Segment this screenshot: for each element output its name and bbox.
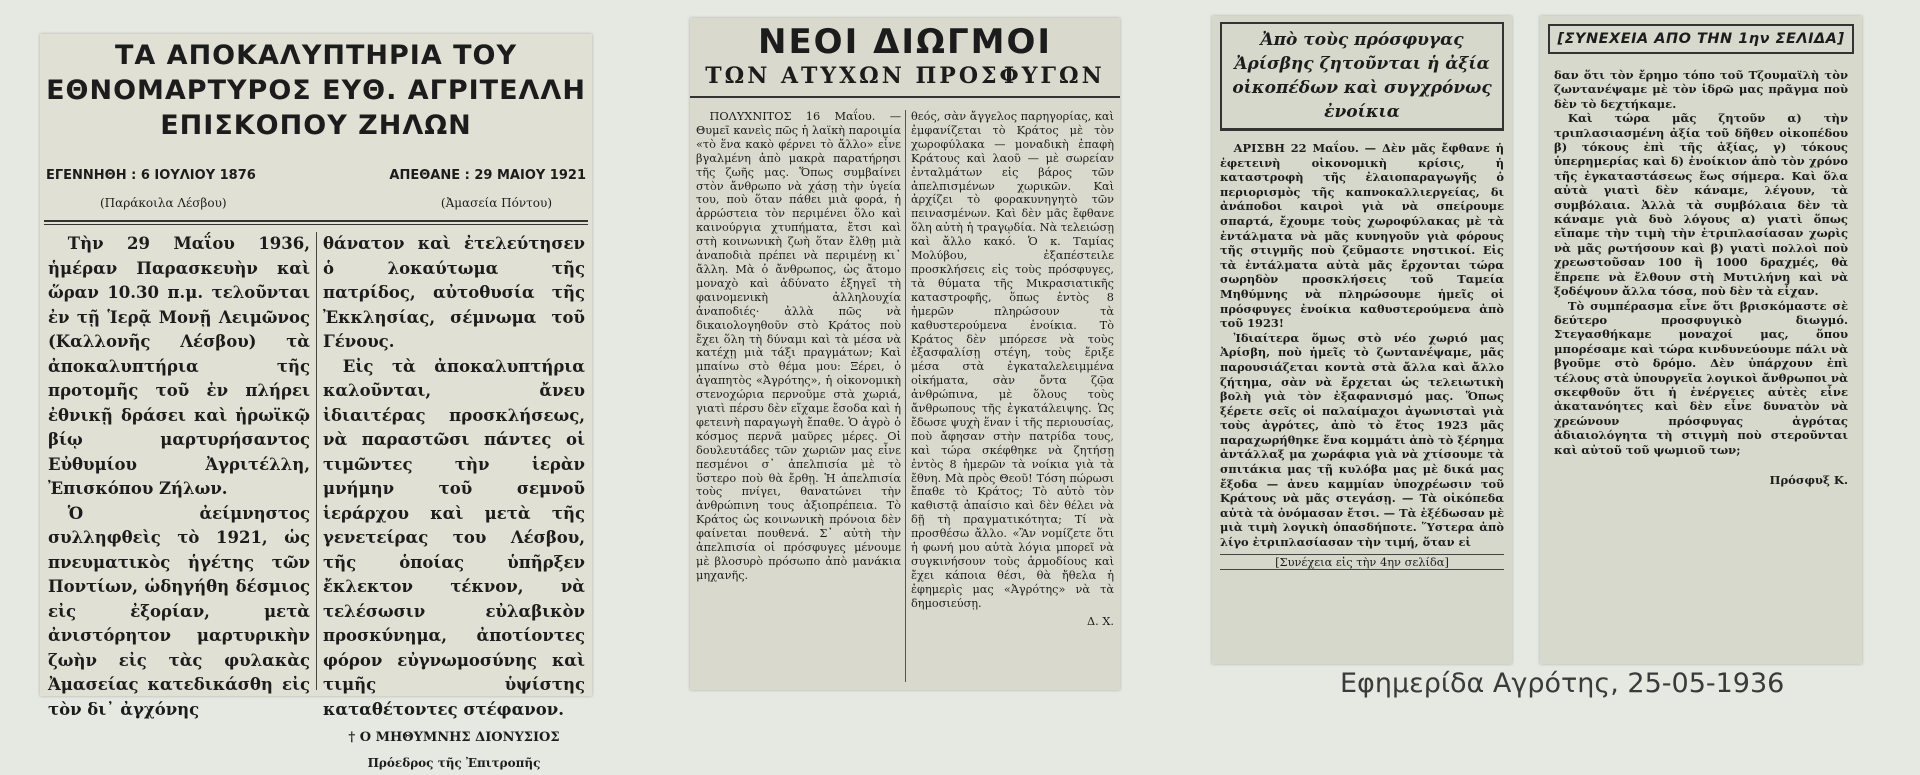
signature: Πρόσφυξ Κ. bbox=[1554, 473, 1848, 487]
clipping-continuation bbox=[1540, 16, 1862, 664]
article-body bbox=[1554, 68, 1848, 487]
death-date: ΑΠΕΘΑΝΕ : 29 ΜΑΙΟΥ 1921 bbox=[389, 168, 586, 183]
paragraph: Ἰδιαίτερα ὅμως στὸ νέο χωριό μας Ἀρίσβη, ποὺ ἡμεῖς τὸ ζωντανέψαμε, μᾶς παρουσιάζεται κοντὰ στὰ ἄλλα καὶ ἄλλο ζήτημα, σὰν νὰ ἔρχεται ὡς τελειωτικὴ βολὴ γιὰ τὸν ἐξαφανισμό μας. Ὅπως ξέρετε σεῖς οἱ παλαίμαχοι ἀγωνισταὶ γιὰ τοὺς ἀγρότες, ἀπὸ τὸ ἔτος 1923 μᾶς παραχωρήθηκε ἕνα κομμάτι ἀπὸ τὸ ξέρημα ἀντάλλαξ μα χωράφια γιὰ νὰ χτίσουμε τὰ σπιτάκια μας τῇ κυλόβα μας μὲ δικά μας ἔξοδα — ἀνευ καμμίαν ὑποχρέωσιν τοῦ Κράτους νὰ μᾶς στεγάσῃ. — Τὰ οἰκόπεδα αὐτὰ τὰ ὀνόμασαν ἔτσι. — Τὰ ἐξέδωσαν μὲ μιὰ τιμὴ λογικὴ ὁπασδήποτε. Ὕστερα ἀπὸ λίγο ἐτριπλασίασαν τὴν τιμή, ὅταν εἰ bbox=[1220, 331, 1504, 550]
article-headline: [ΣΥΝΕΧΕΙΑ ΑΠΟ ΤΗΝ 1ην ΣΕΛΙΔΑ] bbox=[1548, 24, 1854, 54]
text-column-left bbox=[48, 232, 310, 722]
article-subheadline: ΤΩΝ ΑΤΥΧΩΝ ΠΡΟΣΦΥΓΩΝ bbox=[690, 62, 1120, 98]
signature: Δ. Χ. bbox=[911, 615, 1114, 629]
paragraph: ΑΡΙΣΒΗ 22 Μαΐου. — Δὲν μᾶς ἔφθανε ἡ ἐφετεινὴ οἰκονομικὴ κρίσις, ἡ καταστροφὴ τῆς ἐλαιοπαραγωγῆς ὁ περιορισμὸς τῆς καπνοκαλλιεργείας, δι ἀνάποδοι καιροὶ γιὰ νὰ σπείρουμε σπαρτά, ἔχουμε τοὺς χωροφύλακας μὲ τὰ ἐντάλματα νὰ μᾶς κυνηγοῦν γιὰ φόρους τῆς στιγμῆς ποὺ ζεῦμαστε νηστικοί. Εἰς τὰ ἐντάλματα αὐτὰ μᾶς ἔρχονται τώρα σωρηδὸν προσκλήσεις τοῦ Ταμεία Μηθύμνης νὰ πληρώσουμε ἡμεῖς οἱ πρόσφυγες ἐνοίκια καθυστερούμενα ἀπὸ τοῦ 1923! bbox=[1220, 141, 1504, 331]
article-headline: Ἀπὸ τοὺς πρόσφυγας Ἀρίσβης ζητοῦνται ἡ ἀξία οἰκοπέδων καὶ συγχρόνως ἐνοίκια bbox=[1220, 22, 1504, 131]
source-caption: Εφημερίδα Αγρότης, 25-05-1936 bbox=[1340, 668, 1784, 699]
article-headline: ΝΕΟΙ ΔΙΩΓΜΟΙ bbox=[690, 18, 1120, 62]
article-headline bbox=[40, 34, 592, 143]
signature: † Ο ΜΗΘΥΜΝΗΣ ΔΙΟΝΥΣΙΟΣ bbox=[323, 726, 585, 751]
headline-line: ΕΠΙΣΚΟΠΟΥ ΖΗΛΩΝ bbox=[40, 108, 592, 143]
headline-line: ΤΑ ΑΠΟΚΑΛΥΠΤΗΡΙΑ ΤΟΥ bbox=[40, 38, 592, 73]
paragraph: Τὸ συμπέρασμα εἶνε ὅτι βρισκόμαστε σὲ δεύτερο προσφυγικὸ διωγμό. Στεγασθήκαμε μοναχοί μας, ὅπου μπορέσαμε καὶ τώρα κινδυνεύουμε πάλι νὰ βγοῦμε στὸ δρόμο. Δὲν ὑπάρχουν ἐπὶ τέλους στὰ ὑπουργεῖα λογικοὶ ἄνθρωποι νὰ σκεφθοῦν ὅτι ἡ ἐνέργειες αὐτὲς εἶνε ἀκατανόητες καὶ δὲν εἶνε δυνατὸν νὰ χρεώνουν πρόσφυγας ἀγρότας ἀδιαιολόγητα τὴ στιγμὴ ποὺ στεροῦνται καὶ αὐτοῦ τοῦ ψωμιοῦ των; bbox=[1554, 299, 1848, 457]
paragraph: Καὶ τώρα μᾶς ζητοῦν α) τὴν τριπλασιασμένη ἀξία τοῦ δῆθεν οἰκοπέδου β) τόκους ἐπὶ τῆς ἀξίας, γ) τόκους ὑπερημερίας καὶ δ) ἐνοίκιον ἀπὸ τὸν χρόνο τῆς ἐγκαταστάσεως ἕως σήμερα. Καὶ ὅλα αὐτὰ γιατὶ δὲν κάναμε, λέγουν, τὰ συμβόλαια. Ἀλλὰ τὰ συμβόλαια δὲν τὰ κάναμε γιὰ δυὸ λόγους α) γιατὶ ὅπως εἴπαμε τὴν τιμὴ τὴν ἐτριπλασίασαν χωρὶς νὰ μᾶς ρωτήσουν καὶ β) γιατὶ πολλοὶ ποὺ χρεωστοῦσαν 100 ἢ 1000 δραχμές, θὰ ἔπρεπε νὰ ἔλθουν στὴ Μυτιλήνη καὶ νὰ ξοδέψουν ἄλλα τόσα, ποὺ δὲν τὰ εἶχαν. bbox=[1554, 111, 1848, 298]
headline-line: ΕΘΝΟΜΑΡΤΥΡΟΣ ΕΥΘ. ΑΓΡΙΤΕΛΛΗ bbox=[40, 73, 592, 108]
column-divider bbox=[905, 110, 906, 682]
birth-place: (Παράκοιλα Λέσβου) bbox=[100, 196, 227, 210]
paragraph: ΠΟΛΥΧΝΙΤΟΣ 16 Μαΐου. — Θυμεῖ κανεὶς πῶς ἡ λαϊκὴ παροιμία «τὸ ἕνα κακὸ φέρνει τὸ ἄλλο» εἶνε βγαλμένη ἀπὸ μακρὰ παρατήρησι τῆς ζωῆς μας. Ὅπως συμβαίνει στὸν ἄνθρωπο νὰ χάσῃ τὴν ὑγεία του, ποὺ ὅταν πάθει μιὰ φορά, ἡ ἀρρώστεια τὸν περιμένει ὅλο καὶ καινούργια χτυπήματα, ἔτσι καὶ στὴ κοινωνικὴ ζωὴ ὅταν ἔλθῃ μιὰ ἀναποδιὰ πρέπει νὰ περιμένῃ κι᾽ ἄλλη. Μὰ ὁ ἄνθρωπος, ὡς ἄτομο μοναχὸ καὶ ἀδύνατο ἐξηγεῖ τὴ φαινομενικὴ ἀλληλουχία ἀναποδιές· ἀλλὰ πῶς νὰ δικαιολογηθοῦν στὸ Κράτος ποὺ ἔχει ὅλη τὴ δύναμι καὶ τὰ μέσα νὰ κατέχῃ μιὰ τάξι πραγμάτων; Καὶ μπαίνω στὸ θέμα μου: Ξέρει, ὁ ἀγαπητὸς «Ἀγρότης», ἡ οἰκονομικὴ στενοχώρια περνοῦμε στὰ χωριά, γιατὶ πέρσυ δὲν εἴχαμε ἔσοδα καὶ ἡ φετεινὴ παραγωγὴ ἔπαθε. Ὁ ἀγρὸ ὁ κόσμος περνᾶ μαῦρες μέρες. Οἱ δουλευτάδες τῶν χωριῶν μας εἶνε πεσμένοι σ᾽ ἀπελπισία μὲ τὸ ὕστερο ποὺ θὰ ἔρθῃ. Ἡ ἀπελπισία τοὺς πνίγει, θανατώνει τὴν ἀνθρώπινη τους ἀξιοπρέπεια. Τὸ Κράτος ὡς κοινωνικὴ πρόνοια δὲν φαίνεται πουθενά. Σ᾽ αὐτὴ τὴν ἀπελπισία οἱ πρόσφυγες μένουμε μὲ βλοσυρὸ πρόσωπο ἀπὸ μανάκια μηχανῆς. bbox=[696, 110, 901, 583]
paragraph: δαν ὅτι τὸν ἔρημο τόπο τοῦ Τζουμαϊλὴ τὸν ζωντανέψαμε μὲ τὸν ἱδρῶ μας πρᾶγμα ποὺ δὲν τὸ δεχτήκαμε. bbox=[1554, 68, 1848, 111]
birth-date: ΕΓΕΝΝΗΘΗ : 6 ΙΟΥΛΙΟΥ 1876 bbox=[46, 168, 256, 183]
column-divider bbox=[316, 232, 317, 690]
paragraph: Εἰς τὰ ἀποκαλυπτήρια καλοῦνται, ἄνευ ἰδιαιτέρας προσκλήσεως, νὰ παραστῶσι πάντες οἱ τιμῶντες τὴν ἱερὰν μνήμην τοῦ σεμνοῦ ἱεράρχου καὶ μετὰ τῆς γενετείρας του Λέσβου, τῆς ὁποίας ὑπῆρξεν ἔκλεκτον τέκνον, νὰ τελέσωσιν εὐλαβικὸν προσκύνημα, ἀποτίοντες φόρον εὐγνωμοσύνης καὶ τιμῆς ὑψίστης καταθέτοντες στέφανον. bbox=[323, 355, 585, 723]
paragraph: Ὁ ἀείμνηστος συλληφθεὶς τὸ 1921, ὡς πνευματικὸς ἡγέτης τῶν Ποντίων, ὡδηγήθη δέσμιος εἰς ἐξορίαν, μετὰ ἀνιστόρητον μαρτυρικὴν ζωὴν εἰς τὰς φυλακὰς Ἀμασείας κατεδικάσθη εἰς τὸν δι᾽ ἀγχόνης bbox=[48, 502, 310, 723]
divider bbox=[44, 220, 588, 222]
text-column-left bbox=[696, 110, 901, 583]
paragraph: Τὴν 29 Μαΐου 1936, ἡμέραν Παρασκευὴν καὶ ὥραν 10.30 π.μ. τελοῦνται ἐν τῇ Ἱερᾷ Μονῇ Λειμῶνος (Καλλονῆς Λέσβου) τὰ ἀποκαλυπτήρια τῆς προτομῆς τοῦ ἐν πλήρει ἐθνικῇ δράσει καὶ ἡρωϊκῷ βίῳ μαρτυρήσαντος Εὐθυμίου Ἀγριτέλλη, Ἐπισκόπου Ζήλων. bbox=[48, 232, 310, 502]
clipping-new-persecutions bbox=[690, 18, 1120, 690]
clipping-agritellis bbox=[40, 34, 592, 696]
divider bbox=[44, 224, 588, 225]
article-body bbox=[1220, 141, 1504, 570]
signature-role: Πρόεδρος τῆς Ἐπιτροπῆς bbox=[323, 751, 585, 775]
paragraph: θεός, σὰν ἄγγελος παρηγορίας, καὶ ἐμφανίζεται τὸ Κράτος μὲ τὸν χωροφύλακα — μοναδικὴ ἐπαφὴ Κράτους καὶ λαοῦ — μὲ σωρείαν ἐνταλμάτων εἰς βάρος τῶν ἀπελπισμένων χωρικῶν. Καὶ ἀρχίζει τὸ φορακυνηγητὸ τῶν πεινασμένων. Καὶ δὲν μᾶς ἔφθανε ὅλη αὐτὴ ἡ τραγῳδία. Νὰ τελειώσῃ καὶ ἄλλο κακό. Ὁ κ. Ταμίας Μολύβου, ἐξαπέστειλε προσκλήσεις εἰς τοὺς πρόσφυγες, τὰ θύματα τῆς Μικρασιατικῆς καταστροφῆς, ὅπως ἐντὸς 8 ἡμερῶν πληρώσουν τὰ καθυστερούμενα ἐνοίκια. Τὸ Κράτος δὲν μπόρεσε νὰ τοὺς ἐξασφαλίσῃ στέγη, τοὺς ἔριξε μέσα στὰ ἐγκαταλελειμμένα οἰκήματα, σὰν ὄντα ζῷα ἀνθρώπινα, μὲ ὅλους τοὺς ἄνθρωπους τῆς ἐγκατάλειψης. Ὡς ἔδωσε ψυχὴ ἕναν ἰ τῆς περιουσίας, ποὺ ἄφησαν στὴν πατρίδα τους, καὶ τώρα σκέφθηκε νὰ ζητήσῃ ἐντὸς 8 ἡμερῶν τὰ νοίκια γιὰ τὰ ἔθνη. Μὰ πρὸς Θεοῦ! Τόση πώρωσι ἔπαθε τὸ Κράτος; Τὸ αὐτὸ τὸν καθιστᾷ ἀπαίσιο καὶ δὲν θέλει νὰ δῇ τὴ πραγματικότητα; Τί νὰ προσθέσω ἄλλο. «Ἂν νομίζετε ὅτι ἡ φωνή μου αὐτὰ λόγια μπορεῖ νὰ συγκινήσουν τοὺς ἁρμοδίους καὶ ἔχει κάποια θέσι, θὰ ἤθελα ἡ ἐφημερὶς μας «Ἀγρότης» νὰ τὰ δημοσιεύσῃ. bbox=[911, 110, 1114, 611]
continued-note: [Συνέχεια εἰς τὴν 4ην σελίδα] bbox=[1220, 554, 1504, 571]
death-place: (Ἀμασεία Πόντου) bbox=[441, 196, 552, 210]
paragraph: θάνατον καὶ ἐτελεύτησεν ὁ λοκαύτωμα τῆς πατρίδος, αὐτοθυσία τῆς Ἐκκλησίας, σέμνωμα τοῦ Γένους. bbox=[323, 232, 585, 355]
text-column-right bbox=[323, 232, 585, 775]
clipping-arisvi-refugees bbox=[1212, 16, 1512, 664]
text-column-right bbox=[911, 110, 1114, 629]
